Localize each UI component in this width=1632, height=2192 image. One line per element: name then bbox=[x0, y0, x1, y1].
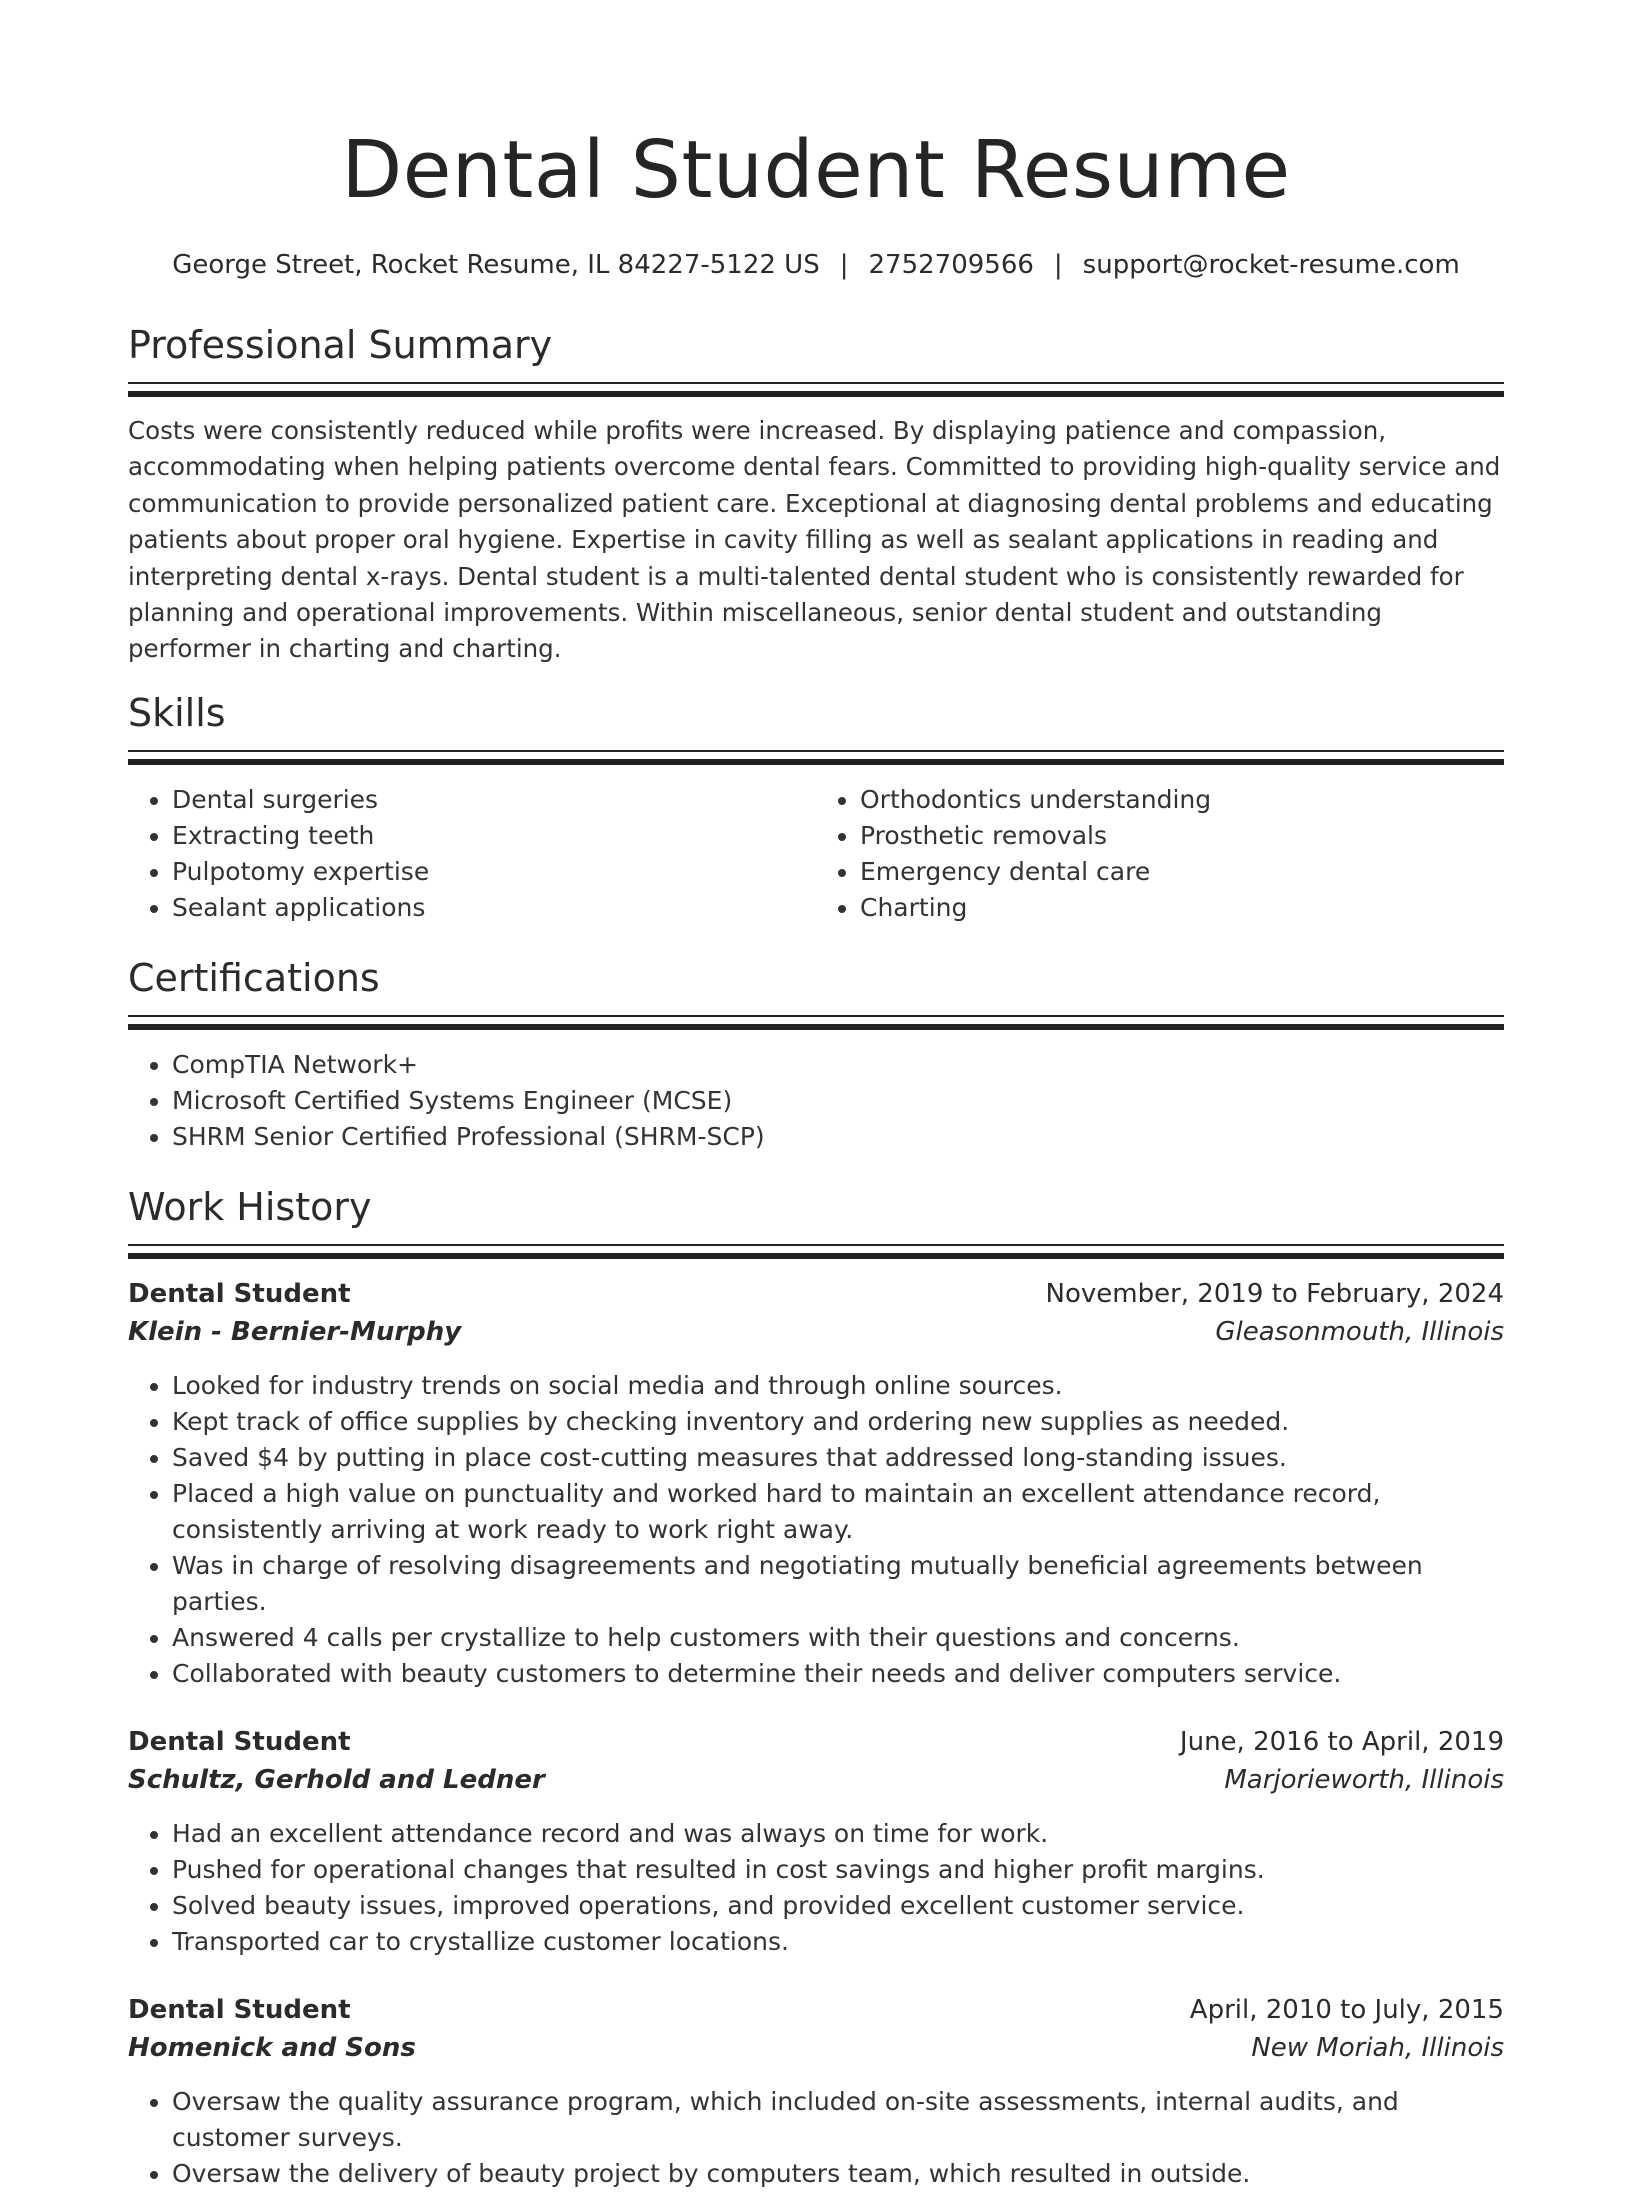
job-bullets bbox=[128, 1816, 1504, 1960]
job-bullet: • Oversaw the delivery of beauty project by computers team, which resulted in outside. bbox=[172, 2156, 1504, 2192]
skills-list-left bbox=[128, 782, 816, 926]
job-location: Marjorieworth, Illinois bbox=[1224, 1764, 1504, 1795]
job-bullet: • Solved beauty issues, improved operations, and provided excellent customer service. bbox=[172, 1888, 1504, 1924]
skills-section bbox=[128, 690, 1504, 926]
certifications-section bbox=[128, 955, 1504, 1155]
skill-item: • Sealant applications bbox=[172, 890, 816, 926]
job-company: Klein - Bernier-Murphy bbox=[128, 1316, 462, 1347]
job-header bbox=[128, 1275, 1504, 1313]
summary-section bbox=[128, 322, 1504, 668]
job-header bbox=[128, 1991, 1504, 2029]
contact-phone: 2752709566 bbox=[868, 250, 1034, 280]
job-entry bbox=[128, 1723, 1504, 1960]
skill-item: • Pulpotomy expertise bbox=[172, 854, 816, 890]
job-entry bbox=[128, 1991, 1504, 2192]
work-history-section bbox=[128, 1184, 1504, 2192]
job-title: Dental Student bbox=[128, 1994, 351, 2025]
contact-separator: | bbox=[1053, 250, 1063, 280]
skill-item: • Prosthetic removals bbox=[860, 818, 1504, 854]
job-header bbox=[128, 1723, 1504, 1761]
job-subheader bbox=[128, 1313, 1504, 1351]
resume-title: Dental Student Resume bbox=[341, 124, 1291, 216]
section-divider bbox=[128, 1244, 1504, 1259]
skills-list-right bbox=[816, 782, 1504, 926]
summary-text: Costs were consistently reduced while profits were increased. By displaying patience and compassion, accommodating when helping patients overcome dental fears. Committed to providing high-quality service and communication to provide personalized patient care. Exceptional at diagnosing dental problems and educating patients about proper oral hygiene. Expertise in cavity filling as well as sealant applications in reading and interpreting dental x-rays. Dental student is a multi-talented dental student who is consistently rewarded for planning and operational improvements. Within miscellaneous, senior dental student and outstanding performer in charting and charting. bbox=[128, 416, 1501, 664]
contact-email[interactable]: support@rocket-resume.com bbox=[1082, 250, 1460, 280]
job-bullet: • Looked for industry trends on social media and through online sources. bbox=[172, 1368, 1504, 1404]
job-location: New Moriah, Illinois bbox=[1251, 2032, 1504, 2063]
job-title: Dental Student bbox=[128, 1278, 351, 1309]
job-bullet: • Saved $4 by putting in place cost-cutting measures that addressed long-standing issues. bbox=[172, 1440, 1504, 1476]
section-divider bbox=[128, 382, 1504, 397]
job-company: Homenick and Sons bbox=[128, 2032, 416, 2063]
skill-item: • Extracting teeth bbox=[172, 818, 816, 854]
job-title: Dental Student bbox=[128, 1726, 351, 1757]
job-subheader bbox=[128, 2029, 1504, 2067]
certification-item: • CompTIA Network+ bbox=[172, 1047, 1504, 1083]
section-divider bbox=[128, 1015, 1504, 1030]
job-subheader bbox=[128, 1761, 1504, 1799]
skill-item: • Charting bbox=[860, 890, 1504, 926]
job-bullet: • Collaborated with beauty customers to determine their needs and deliver computers service. bbox=[172, 1656, 1504, 1692]
skill-item: • Dental surgeries bbox=[172, 782, 816, 818]
job-bullet: • Answered 4 calls per crystallize to help customers with their questions and concerns. bbox=[172, 1620, 1504, 1656]
skills-heading: Skills bbox=[128, 690, 226, 735]
contact-line bbox=[128, 248, 1504, 282]
job-entry bbox=[128, 1275, 1504, 1692]
job-bullet: • Was in charge of resolving disagreements and negotiating mutually beneficial agreements between parties. bbox=[172, 1548, 1504, 1620]
certifications-heading: Certifications bbox=[128, 955, 380, 1000]
job-location: Gleasonmouth, Illinois bbox=[1215, 1316, 1504, 1347]
job-bullet: • Transported car to crystallize customer locations. bbox=[172, 1924, 1504, 1960]
job-company: Schultz, Gerhold and Ledner bbox=[128, 1764, 545, 1795]
certification-item: • SHRM Senior Certified Professional (SHRM-SCP) bbox=[172, 1119, 1504, 1155]
section-divider bbox=[128, 750, 1504, 765]
job-dates: April, 2010 to July, 2015 bbox=[1189, 1994, 1504, 2025]
job-bullet: • Placed a high value on punctuality and worked hard to maintain an excellent attendance record, consistently arriving at work ready to work right away. bbox=[172, 1476, 1504, 1548]
job-dates: June, 2016 to April, 2019 bbox=[1179, 1726, 1504, 1757]
certifications-list bbox=[128, 1047, 1504, 1155]
summary-heading: Professional Summary bbox=[128, 323, 553, 367]
contact-address: George Street, Rocket Resume, IL 84227-5122 US bbox=[172, 250, 820, 280]
job-bullet: • Kept track of office supplies by checking inventory and ordering new supplies as needed. bbox=[172, 1404, 1504, 1440]
job-bullets bbox=[128, 1368, 1504, 1692]
job-bullet: • Had an excellent attendance record and was always on time for work. bbox=[172, 1816, 1504, 1852]
skill-item: • Emergency dental care bbox=[860, 854, 1504, 890]
certification-item: • Microsoft Certified Systems Engineer (MCSE) bbox=[172, 1083, 1504, 1119]
job-bullets bbox=[128, 2084, 1504, 2192]
job-dates: November, 2019 to February, 2024 bbox=[1045, 1278, 1504, 1309]
skill-item: • Orthodontics understanding bbox=[860, 782, 1504, 818]
contact-separator: | bbox=[839, 250, 849, 280]
work-history-heading: Work History bbox=[128, 1184, 372, 1229]
job-bullet: • Oversaw the quality assurance program, which included on-site assessments, internal audits, and customer surveys. bbox=[172, 2084, 1504, 2156]
job-bullet: • Pushed for operational changes that resulted in cost savings and higher profit margins. bbox=[172, 1852, 1504, 1888]
skills-grid bbox=[128, 782, 1504, 926]
